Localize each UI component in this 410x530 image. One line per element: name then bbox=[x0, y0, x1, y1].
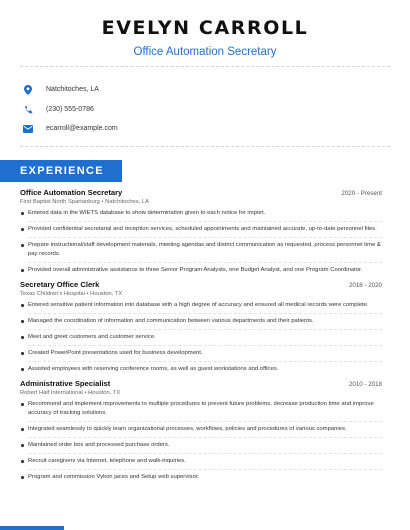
job-org: Robert Half International bbox=[20, 390, 83, 396]
job-bullet: Managed the coordination of information and communication between various departments and their patients. bbox=[20, 317, 382, 326]
job-dates: 2020 - Present bbox=[341, 190, 382, 197]
job-org-line: Robert Half International • Houston, TX bbox=[20, 390, 121, 396]
job-title: Administrative Specialist bbox=[20, 379, 111, 388]
bullet-divider bbox=[28, 469, 382, 470]
bullet-divider bbox=[28, 437, 382, 438]
bullet-divider bbox=[28, 361, 382, 362]
bullet-divider bbox=[28, 221, 382, 222]
job-bullet: Provided confidential secretarial and reception services, scheduled appointments and maintained accurate, up-to-date personnel files. bbox=[20, 225, 382, 234]
job-bullet: Prepare instructional/staff development materials, meeting agendas and district communication as requested, process personnel time & pay records. bbox=[20, 241, 382, 259]
job-location: Houston, TX bbox=[90, 291, 123, 297]
job-dates: 2010 - 2018 bbox=[348, 381, 382, 388]
job-bullet: Assisted employees with reserving conference rooms, as well as guest workstations and offices. bbox=[20, 365, 382, 374]
bullet-divider bbox=[28, 313, 382, 314]
contact-email[interactable] bbox=[20, 119, 390, 139]
job-org-line: First Baptist North Spartanburg • Natchitoches, LA bbox=[20, 199, 149, 205]
bullet-divider bbox=[28, 421, 382, 422]
job-bullet: Integrated seamlessly to quickly learn organizational processes, workflows, policies and procedures of various companies. bbox=[20, 425, 382, 434]
candidate-role: Office Automation Secretary bbox=[133, 46, 277, 58]
job-bullet: Entered sensitive patient information into database with a high degree of accuracy and ensured all medical records were complete. bbox=[20, 301, 382, 310]
phone-icon bbox=[21, 102, 35, 116]
contact-location-text: Natchitoches, LA bbox=[46, 86, 99, 94]
resume-header bbox=[0, 0, 410, 58]
contact-phone-text: (230) 555-0786 bbox=[46, 105, 94, 113]
experience-list bbox=[20, 188, 382, 487]
contact-location bbox=[20, 80, 390, 100]
job-entry bbox=[20, 379, 382, 482]
bullet-divider bbox=[28, 345, 382, 346]
job-org: Texas Children's Hospital bbox=[20, 291, 85, 297]
divider bbox=[20, 66, 390, 67]
job-location: Houston, TX bbox=[88, 390, 121, 396]
job-location: Natchitoches, LA bbox=[105, 199, 149, 205]
divider bbox=[20, 146, 390, 147]
contact-phone bbox=[20, 100, 390, 120]
job-bullet: Created PowerPoint presentations used for business development. bbox=[20, 349, 382, 358]
job-title: Secretary Office Clerk bbox=[20, 280, 100, 289]
contact-email-text[interactable]: ecarroll@example.com bbox=[46, 125, 118, 133]
job-org: First Baptist North Spartanburg bbox=[20, 199, 100, 205]
job-bullet: Entered data in the WIETS database to show determination given to each notice for import. bbox=[20, 209, 382, 218]
contact-list bbox=[20, 80, 390, 139]
job-entry bbox=[20, 188, 382, 275]
job-org-line: Texas Children's Hospital • Houston, TX bbox=[20, 291, 123, 297]
job-bullet: Provided overall administrative assistance to three Senior Program Analysts, one Budget Analyst, and one Program Coordinator. bbox=[20, 266, 382, 275]
job-dates: 2018 - 2020 bbox=[348, 282, 382, 289]
job-bullet: Program and commission Vykon jaces and Setup web supervisor. bbox=[20, 473, 382, 482]
bullet-divider bbox=[28, 237, 382, 238]
next-section-bar bbox=[0, 526, 64, 530]
bullet-divider bbox=[28, 453, 382, 454]
job-title: Office Automation Secretary bbox=[20, 188, 123, 197]
bullet-divider bbox=[28, 262, 382, 263]
job-bullet: Meet and greet customers and customer service. bbox=[20, 333, 382, 342]
job-bullet: Maintained order box and processed purchase orders. bbox=[20, 441, 382, 450]
bullet-divider bbox=[28, 329, 382, 330]
job-entry bbox=[20, 280, 382, 374]
mail-icon bbox=[21, 122, 35, 136]
candidate-name: EVELYN CARROLL bbox=[101, 17, 309, 39]
location-pin-icon bbox=[21, 83, 35, 97]
job-bullet: Recommend and implement improvements to multiple procedures to prevent future problems, decrease production time and improve accuracy of tracking solutions. bbox=[20, 400, 382, 418]
job-bullet: Recruit caregivers via Internet, telephone and walk-inquiries. bbox=[20, 457, 382, 466]
section-heading-experience: EXPERIENCE bbox=[0, 160, 122, 182]
